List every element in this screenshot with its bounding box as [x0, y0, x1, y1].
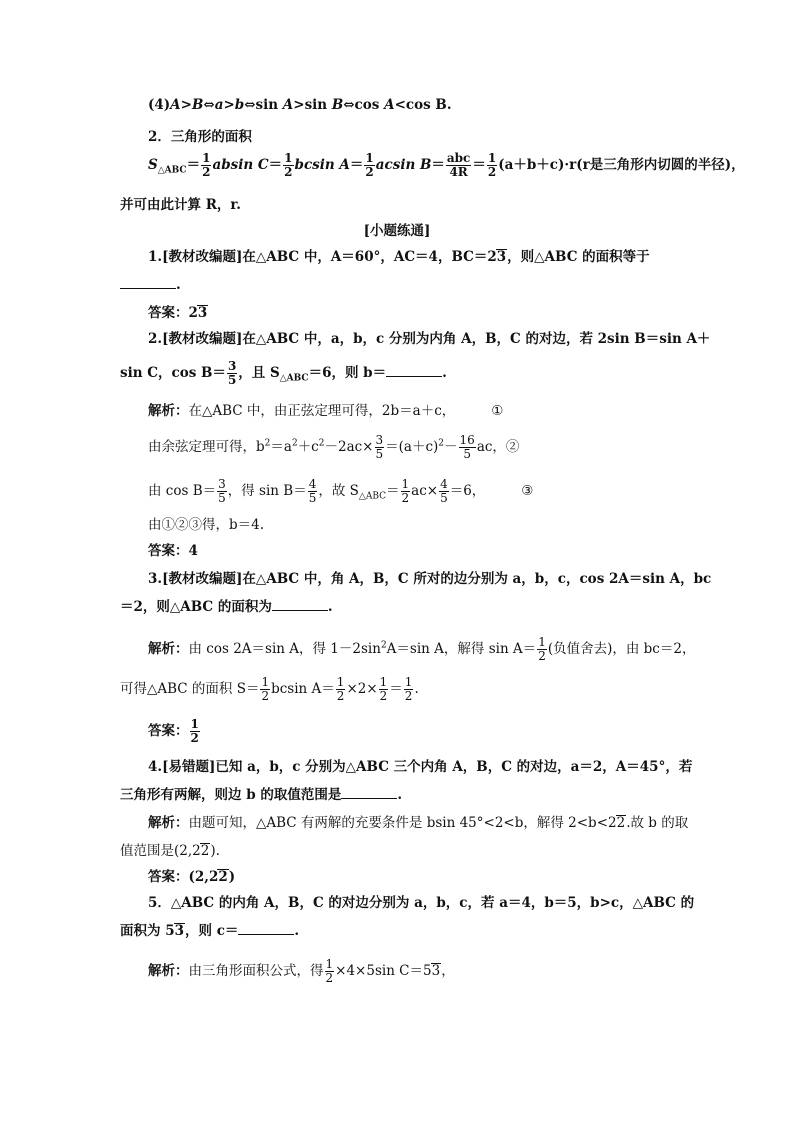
- fraction: $\frac{1}{2}$: [379, 675, 388, 703]
- sqrt: 2: [616, 815, 626, 831]
- fraction: $\frac{3}{5}$: [227, 359, 237, 387]
- q2-solution-4: 由①②③得，b＝4.: [148, 517, 265, 533]
- q2-solution-2: 由余弦定理可得，$b^2=a^2+c^2-2ac\times$ $\frac{3}{5}$ $=(a+c)^2-$ $\frac{16}{5}$ ac，②: [148, 433, 520, 461]
- q3-answer: 答案： $\frac{1}{2}$: [148, 717, 199, 745]
- q5-line1: 5．△ABC 的内角 A，B，C 的对边分别为 a，b，c，若 a＝4，b＝5，b>c，△ABC 的: [148, 895, 695, 911]
- q3-solution-2: 可得△ABC 的面积 S＝ $\frac{1}{2}$ bcsin A＝ $\frac{1}{2}$ ×2× $\frac{1}{2}$ ＝ $\frac{1}{2}$ .: [120, 675, 419, 703]
- q2-line2: sin C，cos B＝ $\frac{3}{5}$ ，且 $S_{\triangle ABC}=6$，则 b＝ .: [120, 359, 447, 387]
- fraction: $\frac{1}{2}$: [336, 675, 345, 703]
- q2-solution-3: 由 cos B＝ $\frac{3}{5}$ ，得 sin B＝ $\frac{4}{5}$ ，故 $S_{\triangle ABC}=$ $\frac{1}{2}$ ac× $\frac{4}{5}$ ＝6， ③: [148, 477, 534, 505]
- fraction: $\frac{\text{abc}}{4R}$: [446, 151, 471, 179]
- sqrt: 3: [431, 963, 441, 979]
- fraction: $\frac{4}{5}$: [440, 477, 448, 505]
- fraction: $\frac{4}{5}$: [308, 477, 317, 505]
- fraction: $\frac{3}{5}$: [218, 477, 226, 505]
- q1-line2: .: [120, 276, 181, 294]
- q2-solution-1: 解析：在△ABC 中，由正弦定理可得，2b＝a＋c， ①: [148, 403, 504, 419]
- q5-line2: 面积为 53，则 c＝ .: [120, 923, 300, 939]
- q4-solution-2: 值范围是(2,22).: [120, 843, 220, 859]
- area-formula-line: $S_{\triangle ABC}=$ $\frac{1}{2}$ absin C＝ $\frac{1}{2}$ bcsin A＝ $\frac{1}{2}$ acsin B＝ $\frac{\text{abc}}{4R}$ ＝ $\frac{1}{2}$ (a＋b＋c)·r(r是三角形内切圆的半径)，: [148, 151, 745, 179]
- q1-line1: 1.[教材改编题]在△ABC 中，A＝60°，AC＝4，BC＝23，则△ABC 的面积等于: [148, 249, 650, 265]
- sqrt: 3: [174, 923, 184, 939]
- answer-blank: [386, 364, 442, 377]
- property-4-line: (4)A>B⇔a>b⇔sin A>sin B⇔cos A<cos B.: [148, 97, 452, 113]
- sqrt: 3: [197, 305, 208, 321]
- fraction: $\frac{3}{5}$: [375, 433, 384, 461]
- q2-line1: 2.[教材改编题]在△ABC 中，a，b，c 分别为内角 A，B，C 的对边，若 2sin B＝sin A＋: [148, 331, 711, 347]
- fraction: $\frac{1}{2}$: [404, 675, 413, 703]
- q4-solution-1: 解析：由题可知，△ABC 有两解的充要条件是 bsin 45°<2<b，解得 2<b<22.故 b 的取: [148, 815, 689, 831]
- q3-line1: 3.[教材改编题]在△ABC 中，角 A，B，C 所对的边分别为 a，b，c，cos 2A＝sin A，bc: [148, 571, 712, 587]
- q3-solution-1: 解析：由 cos 2A＝sin A，得 $1-2\sin^2A=\sin$ A，解得 sin A＝ $\frac{1}{2}$ (负值舍去)，由 bc＝2，: [148, 635, 696, 663]
- fraction: $\frac{1}{2}$: [261, 675, 270, 703]
- q4-line2: 三角形有两解，则边 b 的取值范围是 .: [120, 787, 403, 803]
- q2-answer: 答案：4: [148, 543, 198, 559]
- q1-answer: 答案：23: [148, 305, 208, 321]
- section-title: [小题练通]: [363, 223, 431, 239]
- fraction: $\frac{1}{2}$: [325, 957, 334, 985]
- sqrt: 2: [218, 869, 228, 885]
- q3-line2: ＝2，则△ABC 的面积为 .: [120, 599, 333, 615]
- fraction: $\frac{1}{2}$: [365, 151, 374, 179]
- q4-line1: 4.[易错题]已知 a，b，c 分别为△ABC 三个内角 A，B，C 的对边，a＝2，A＝45°，若: [148, 759, 693, 775]
- fraction: $\frac{16}{5}$: [459, 433, 475, 461]
- sqrt: 3: [496, 249, 507, 265]
- answer-blank: [341, 786, 397, 799]
- answer-blank: [120, 276, 176, 289]
- q5-solution-1: 解析：由三角形面积公式，得 $\frac{1}{2}$ ×4×5sin C＝53，: [148, 957, 455, 985]
- sqrt: 2: [200, 843, 210, 859]
- q4-answer: 答案：(2,22): [148, 869, 236, 885]
- fraction: $\frac{1}{2}$: [538, 635, 546, 663]
- answer-blank: [272, 598, 328, 611]
- fraction: $\frac{1}{2}$: [190, 717, 199, 745]
- area-note-line: 并可由此计算 R，r.: [120, 197, 241, 213]
- heading-triangle-area: 2．三角形的面积: [148, 129, 252, 145]
- answer-blank: [238, 922, 294, 935]
- fraction: $\frac{1}{2}$: [487, 151, 497, 179]
- fraction: $\frac{1}{2}$: [284, 151, 293, 179]
- fraction: $\frac{1}{2}$: [401, 477, 410, 505]
- fraction: $\frac{1}{2}$: [202, 151, 211, 179]
